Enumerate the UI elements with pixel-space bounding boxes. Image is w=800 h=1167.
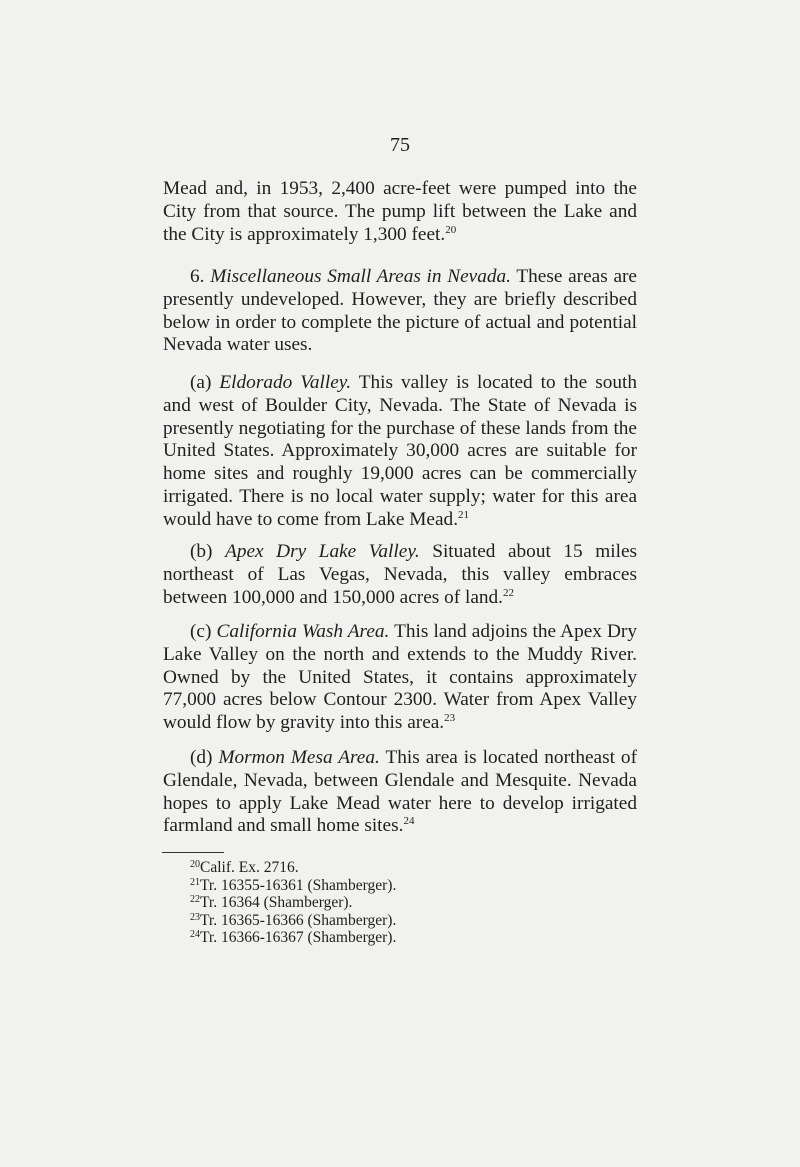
footnote-marker: 24 bbox=[190, 929, 200, 940]
footnote-21 bbox=[190, 877, 396, 895]
paragraph-text: This area is located northeast of Glendale, Nevada, between Glendale and Mesquite. Nevada hopes to apply Lake Mead water here to develop irrigated farmland and small home sites. bbox=[163, 747, 637, 837]
paragraph-text: This land adjoins the Apex Dry Lake Valley on the north and extends to the Muddy River. Owned by the United States, it contains approximately 77,000 acres below Contour 2300. Water from Apex Valley would flow by gravity into this area. bbox=[163, 621, 637, 734]
footnote-20 bbox=[190, 859, 396, 877]
footnote-22 bbox=[190, 894, 396, 912]
footnote-ref: 24 bbox=[403, 815, 415, 828]
footnotes bbox=[190, 859, 396, 947]
footnote-ref: 22 bbox=[503, 586, 515, 599]
paragraph-apex-dry-lake bbox=[163, 541, 637, 609]
item-heading: Eldorado Valley. bbox=[219, 372, 352, 393]
footnote-ref: 23 bbox=[444, 712, 456, 725]
paragraph-miscellaneous-areas bbox=[163, 266, 637, 357]
section-number: 6. bbox=[190, 266, 205, 287]
item-label: (c) bbox=[190, 621, 212, 642]
item-heading: Mormon Mesa Area. bbox=[218, 747, 380, 768]
footnote-divider bbox=[162, 852, 224, 853]
footnote-marker: 21 bbox=[190, 876, 200, 888]
footnote-marker: 22 bbox=[190, 894, 200, 905]
paragraph-continuation bbox=[163, 178, 637, 246]
footnote-24 bbox=[190, 929, 396, 947]
page-number: 75 bbox=[390, 134, 410, 156]
paragraph-text: These areas are presently undeveloped. However, they are briefly described below in order to complete the picture of actual and potential Nevada water uses. bbox=[163, 266, 637, 356]
paragraph-text: Mead and, in 1953, 2,400 acre-feet were pumped into the City from that source. The pump lift between the Lake and the City is approximately 1,300 feet. bbox=[163, 178, 637, 245]
footnote-text: Tr. 16366-16367 (Shamberger). bbox=[200, 929, 397, 946]
paragraph-eldorado-valley bbox=[163, 372, 637, 532]
footnote-text: Tr. 16365-16366 (Shamberger). bbox=[200, 911, 397, 929]
section-heading: Miscellaneous Small Areas in Nevada. bbox=[210, 266, 511, 287]
footnote-marker: 23 bbox=[190, 911, 200, 923]
item-heading: California Wash Area. bbox=[216, 621, 390, 642]
item-label: (a) bbox=[190, 372, 212, 393]
item-label: (d) bbox=[190, 747, 213, 768]
paragraph-text: Situated about 15 miles northeast of Las Vegas, Nevada, this valley embraces between 100,000 and 150,000 acres of land. bbox=[163, 541, 638, 608]
paragraph-california-wash bbox=[163, 621, 637, 735]
footnote-23 bbox=[190, 912, 396, 930]
footnote-ref: 20 bbox=[445, 223, 457, 236]
footnote-text: Tr. 16355-16361 (Shamberger). bbox=[200, 876, 397, 894]
footnote-ref: 21 bbox=[458, 508, 470, 521]
paragraph-text: This valley is located to the south and west of Boulder City, Nevada. The State of Nevada is presently negotiating for the purchase of these lands from the United States. Approximately 30,000 acres are suitable for home sites and roughly 19,000 acres can be commercially irrigated. There is no local water supply; water for this area would have to come from Lake Mead. bbox=[163, 372, 637, 530]
item-label: (b) bbox=[190, 541, 213, 562]
footnote-text: Tr. 16364 (Shamberger). bbox=[200, 894, 353, 911]
paragraph-mormon-mesa bbox=[163, 747, 637, 838]
footnote-marker: 20 bbox=[190, 859, 200, 870]
footnote-text: Calif. Ex. 2716. bbox=[200, 859, 299, 876]
item-heading: Apex Dry Lake Valley. bbox=[225, 541, 420, 562]
